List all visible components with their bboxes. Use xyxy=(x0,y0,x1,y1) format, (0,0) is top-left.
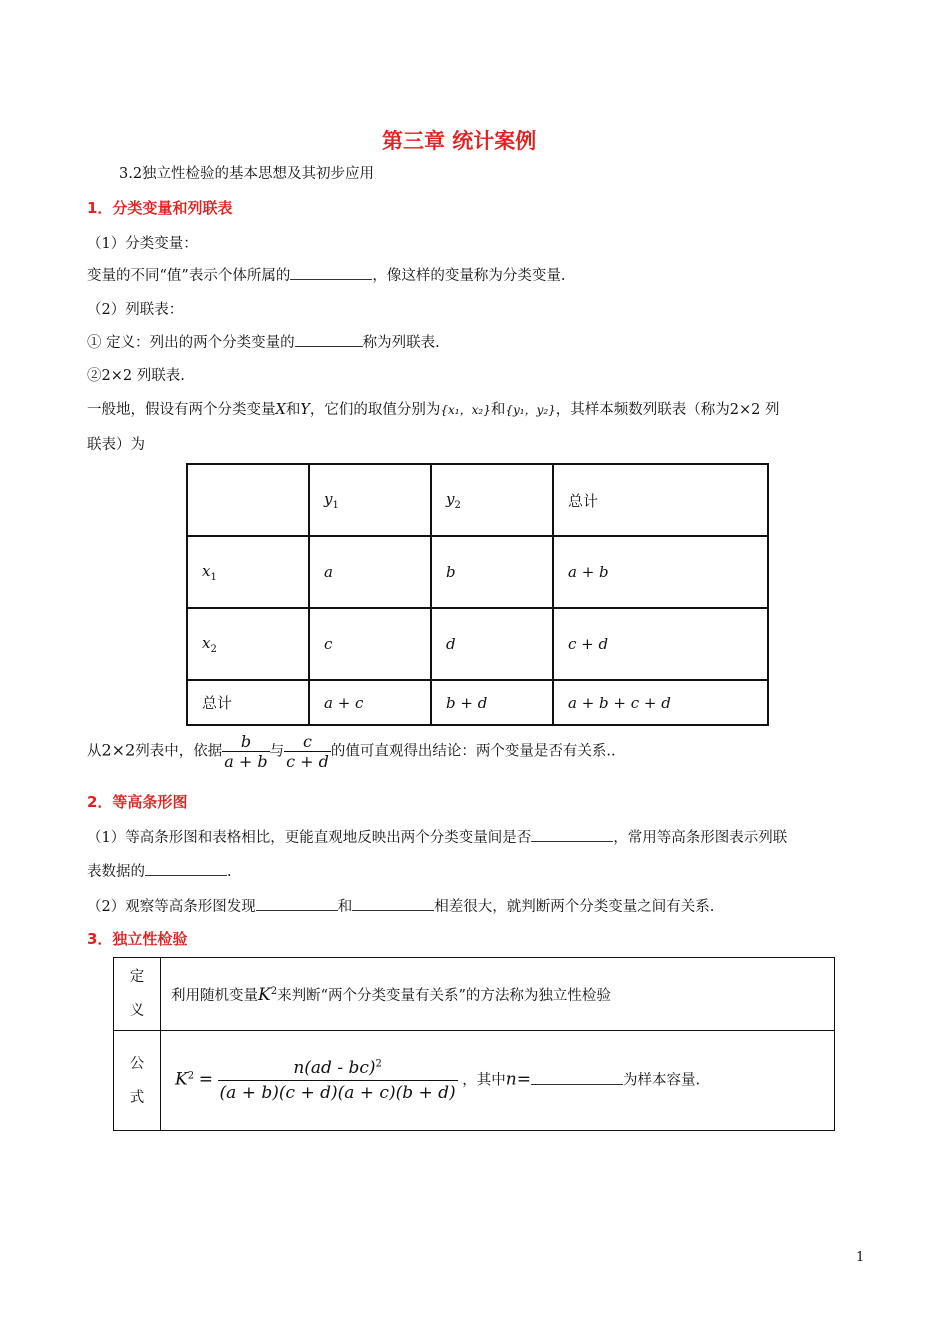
fraction-numerator: c xyxy=(284,732,331,752)
table-row xyxy=(187,536,768,608)
table-row-formula xyxy=(114,1031,835,1131)
fill-blank-6 xyxy=(352,896,434,911)
label-definition xyxy=(114,958,161,1031)
variable-y: Y xyxy=(300,402,310,418)
paragraph-bar-chart-1 xyxy=(87,826,787,847)
paragraph-contingency-definition xyxy=(87,331,440,352)
definition-text xyxy=(161,958,835,1031)
text-segment: ，它们的取值分别为 xyxy=(309,402,441,418)
text-segment: ，其中 xyxy=(462,1072,506,1089)
table-cell: b + d xyxy=(431,680,553,725)
table-header-y2 xyxy=(431,464,553,536)
math-2x2: 2×2 xyxy=(101,740,136,760)
numerator-text: n(ad - bc) xyxy=(293,1058,376,1078)
section-3-heading: 3．独立性检验 xyxy=(87,930,188,948)
fraction-b-over-a-plus-b xyxy=(222,732,269,771)
formula-cell xyxy=(161,1031,835,1131)
table-row-label xyxy=(187,608,309,680)
table-cell: a + c xyxy=(309,680,431,725)
math-n: n xyxy=(505,1069,517,1090)
cell-text: y xyxy=(446,489,455,508)
set-y-values: {y₁，y₂} xyxy=(505,403,556,417)
text-segment: ，其样本频数列联表（称为2×2 列 xyxy=(555,402,780,418)
math-k: K xyxy=(258,984,271,1005)
text-segment: 来判断“两个分类变量有关系”的方法称为独立性检验 xyxy=(277,987,611,1004)
text-segment: 的值可直观得出结论：两个变量是否有关系.. xyxy=(330,743,616,760)
text-segment: . xyxy=(227,864,232,880)
cell-text: y xyxy=(324,489,333,508)
paragraph-categorical-variable: （1）分类变量： xyxy=(87,236,198,252)
text-segment: （2）观察等高条形图发现 xyxy=(87,899,256,915)
table-header-total: 总计 xyxy=(553,464,768,536)
text-segment: ① 定义：列出的两个分类变量的 xyxy=(87,335,295,351)
table-row-label: 总计 xyxy=(187,680,309,725)
fraction-denominator: c + d xyxy=(286,752,329,771)
text-segment: 变量的不同“值”表示个体所属的 xyxy=(87,268,291,284)
cell-subscript: 1 xyxy=(210,571,217,583)
text-segment: 为样本容量. xyxy=(622,1072,701,1089)
text-segment: 列表中，依据 xyxy=(135,743,223,760)
math-superscript: 2 xyxy=(187,1070,195,1082)
text-segment: 表数据的 xyxy=(87,864,145,880)
contingency-table xyxy=(186,463,769,726)
cell-subscript: 2 xyxy=(210,643,217,655)
page-title: 第三章 统计案例 xyxy=(382,129,537,153)
table-cell: a xyxy=(309,536,431,608)
label-char: 式 xyxy=(129,1089,145,1106)
text-segment: 和 xyxy=(490,402,506,418)
paragraph-bar-chart-1-cont xyxy=(87,860,232,881)
table-header-row xyxy=(187,464,768,536)
cell-subscript: 2 xyxy=(454,499,461,511)
fraction-numerator xyxy=(218,1058,458,1081)
fill-blank-5 xyxy=(256,896,338,911)
text-segment: （1）等高条形图和表格相比，更能直观地反映出两个分类变量间是否 xyxy=(87,830,532,846)
label-char: 定 xyxy=(129,969,145,985)
equals-sign: = xyxy=(516,1069,531,1090)
table-row-definition xyxy=(114,958,835,1031)
table-cell: d xyxy=(431,608,553,680)
fill-blank-7 xyxy=(531,1070,623,1085)
text-segment: 和 xyxy=(337,899,353,915)
paragraph-variable-definition xyxy=(87,264,565,285)
text-segment: 称为列联表. xyxy=(362,335,440,351)
fraction-numerator: b xyxy=(222,732,269,752)
text-segment: 相差很大，就判断两个分类变量之间有关系. xyxy=(434,899,715,915)
math-superscript: 2 xyxy=(375,1058,382,1070)
fraction-denominator: (a + b)(c + d)(a + c)(b + d) xyxy=(219,1083,456,1103)
label-char: 义 xyxy=(129,1003,145,1019)
paragraph-2x2-table: ②2×2 列联表. xyxy=(87,368,185,384)
text-segment: 和 xyxy=(285,402,301,418)
subtitle: 3.2独立性检验的基本思想及其初步应用 xyxy=(119,166,375,182)
fill-blank-1 xyxy=(290,265,372,280)
text-segment: 一般地，假设有两个分类变量 xyxy=(87,402,276,418)
text-segment: ，常用等高条形图表示列联 xyxy=(613,830,788,846)
label-char: 公 xyxy=(129,1055,145,1072)
paragraph-general-setup xyxy=(87,398,780,419)
paragraph-contingency-heading: （2）列联表： xyxy=(87,302,184,318)
math-superscript: 2 xyxy=(270,985,278,997)
paragraph-bar-chart-2 xyxy=(87,895,714,916)
formula-lhs: K xyxy=(175,1069,188,1090)
independence-test-table xyxy=(113,957,835,1131)
set-x-values: {x₁，x₂} xyxy=(440,403,491,417)
page-number: 1 xyxy=(856,1250,865,1265)
variable-x: X xyxy=(275,402,286,418)
fill-blank-4 xyxy=(145,861,227,876)
fraction-c-over-c-plus-d xyxy=(284,732,331,771)
table-cell: c xyxy=(309,608,431,680)
fill-blank-2 xyxy=(295,332,363,347)
label-formula xyxy=(114,1031,161,1131)
paragraph-ratio-comparison xyxy=(87,732,616,771)
paragraph-general-setup-cont: 联表）为 xyxy=(87,437,145,453)
table-cell: c + d xyxy=(553,608,768,680)
cell-text: x xyxy=(202,633,211,652)
table-row xyxy=(187,680,768,725)
text-segment: ，像这样的变量称为分类变量. xyxy=(372,268,566,284)
equals-sign: = xyxy=(198,1069,213,1090)
fraction-denominator: a + b xyxy=(224,752,268,771)
section-1-heading: 1．分类变量和列联表 xyxy=(87,199,233,217)
table-cell: a + b + c + d xyxy=(553,680,768,725)
table-row-label xyxy=(187,536,309,608)
table-cell: a + b xyxy=(553,536,768,608)
text-segment: 从 xyxy=(87,743,102,760)
text-segment: 利用随机变量 xyxy=(171,987,258,1004)
table-cell: b xyxy=(431,536,553,608)
table-cell xyxy=(187,464,309,536)
section-2-heading: 2．等高条形图 xyxy=(87,793,188,811)
fill-blank-3 xyxy=(531,827,613,842)
table-header-y1 xyxy=(309,464,431,536)
chi-square-fraction xyxy=(218,1058,458,1103)
text-segment: 与 xyxy=(269,743,285,760)
table-row xyxy=(187,608,768,680)
cell-subscript: 1 xyxy=(332,499,339,511)
cell-text: x xyxy=(202,561,211,580)
